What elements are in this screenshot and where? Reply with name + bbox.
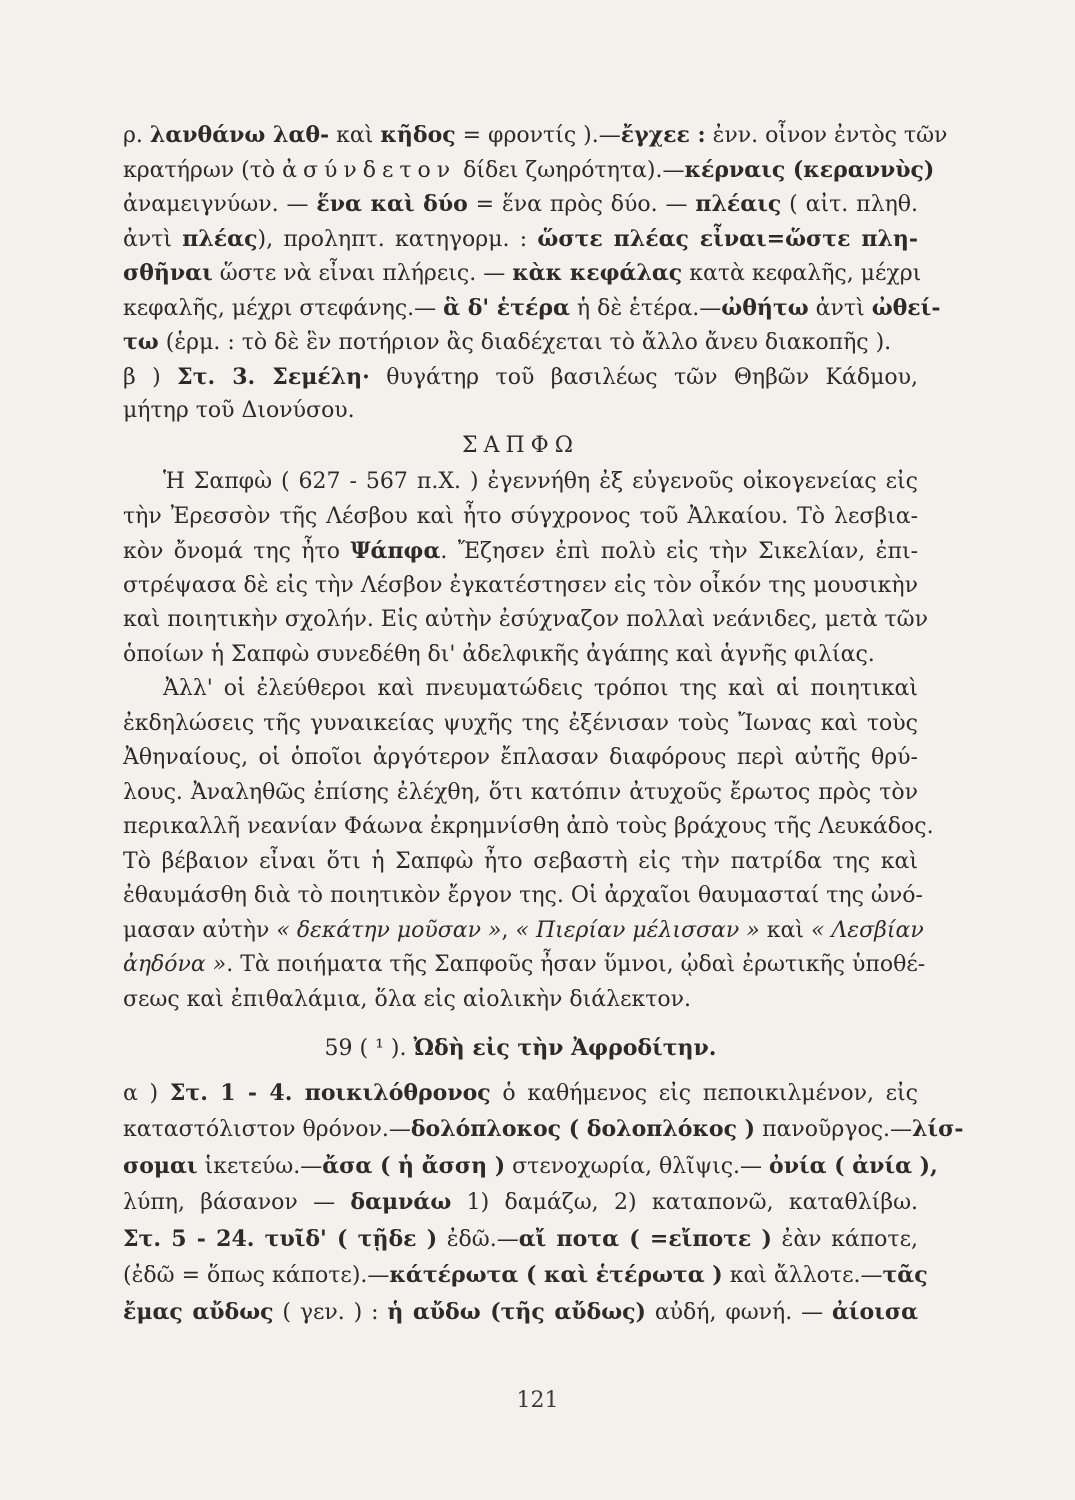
body-line [123, 983, 918, 1017]
text-run: , [501, 917, 516, 943]
bold-term: κάτέρωτα ( καὶ ἑτέρωτα ) [389, 1262, 723, 1288]
text-run: δίδει ζωηρότητα).— [456, 157, 685, 183]
text-run: β ) [123, 364, 178, 390]
text-run: καὶ ποιητικὴν σχολήν. Εἰς αὐτὴν ἐσύχναζον πολλαὶ νεάνιδες, μετὰ τῶν [123, 607, 928, 632]
text-run: ἐὰν κάποτε, [771, 1226, 918, 1252]
body-line [123, 845, 918, 879]
note-line [123, 291, 941, 325]
section-heading: ΣΑΠΦΩ [462, 432, 579, 458]
bold-term: κῆδος [380, 122, 456, 148]
bold-term: σθῆναι [123, 260, 213, 286]
text-run: (ἑρμ. : τὸ δὲ ἓν ποτήριον ἂς διαδέχεται τὸ ἄλλο ἄνευ διακοπῆς ). [158, 330, 892, 355]
bold-term: ἔμας αὔδως [123, 1298, 274, 1325]
text-run: = φροντίς ).— [455, 123, 621, 148]
italic-quote: « Πιερίαν μέλισσαν » [515, 917, 760, 943]
bold-term: ἡ αὔδω (τῆς αὔδως) [387, 1298, 646, 1325]
bold-term: Στ. 3. Σεμέλη· [177, 363, 370, 390]
note-line [123, 1185, 918, 1219]
bold-term: κὰκ κεφάλας [512, 260, 683, 286]
text-run: κρατήρων (τὸ [123, 157, 283, 183]
body-line [123, 500, 918, 534]
text-run: ὁποίων ἡ Σαπφὼ συνεδέθη δι' ἀδελφικῆς ἀγάπης καὶ ἁγνῆς φιλίας. [123, 641, 875, 667]
bold-term: ἔγχεε : [620, 122, 706, 148]
ode-title [123, 1031, 918, 1065]
body-line [123, 776, 918, 810]
text-run: . Ἔζησεν ἐπὶ πολὺ εἰς τὴν Σικελίαν, ἐπι- [440, 539, 918, 564]
italic-quote: ἀηδόνα » [123, 952, 227, 977]
body-line [123, 741, 918, 775]
note-line [123, 1149, 938, 1183]
bold-term: πλέαις [695, 191, 782, 217]
body-line [123, 707, 918, 741]
bold-term: ὥστε πλέας εἶναι=ὥστε πλη- [537, 225, 919, 252]
bold-term: ἕνα καὶ δύο [316, 191, 468, 217]
text-run: Ἀλλ' οἱ ἐλεύθεροι καὶ πνευματώδεις τρόποι της καὶ αἱ ποιητικαὶ [163, 676, 918, 701]
bold-term: Ὠδὴ εἰς τὴν Ἀφροδίτην. [413, 1035, 717, 1061]
page-number: 121 [516, 1388, 559, 1413]
note-line [123, 1258, 928, 1292]
note-line [123, 153, 935, 187]
text-run: μασαν αὐτὴν [123, 917, 277, 943]
body-line [123, 638, 918, 672]
text-run: ἱκετεύω.— [197, 1153, 323, 1179]
text-run: στρέψασα δὲ εἰς τὴν Λέσβον ἐγκατέστησεν εἰς τὸν οἶκόν της μουσικὴν [123, 572, 918, 598]
body-line [163, 465, 918, 499]
bold-term: ὠθεί- [871, 294, 941, 321]
text-run: λους. Ἀναληθῶς ἐπίσης ἐλέχθη, ὅτι κατόπιν ἀτυχοῦς ἔρωτος πρὸς τὸν [123, 779, 918, 805]
spaced-term: ἀσύνδετον [282, 157, 457, 183]
note-line [123, 1295, 918, 1329]
body-line [123, 603, 928, 637]
text-run: ὁ καθήμενος εἰς πεποικιλμένον, εἰς [490, 1080, 918, 1106]
bold-term: Στ. 1 - 4. ποικιλόθρονος [169, 1079, 491, 1106]
text-run: ἐκδηλώσεις τῆς γυναικείας ψυχῆς της ἐξένισαν τοὺς Ἴωνας καὶ τοὺς [123, 710, 918, 736]
text-run: ρ. [123, 123, 150, 148]
note-line [123, 222, 918, 256]
note-line [123, 1222, 918, 1256]
text-run: ἀντὶ [808, 295, 872, 321]
text-run: 1) δαμάζω, 2) καταπονῶ, καταθλίβω. [451, 1190, 919, 1215]
bold-term: τᾶς [882, 1262, 928, 1288]
text-run: ἀναμειγνύων. — [123, 192, 317, 217]
text-run: α ) [123, 1080, 170, 1106]
bold-term: ἀίοισα [831, 1298, 919, 1325]
italic-quote: « δεκάτην μοῦσαν » [276, 917, 502, 943]
text-run: ( γεν. ) : [273, 1299, 388, 1325]
bold-term: δαμνάω [350, 1189, 452, 1215]
text-run: Ἀθηναίους, οἱ ὁποῖοι ἀργότερον ἔπλασαν διαφόρους περὶ αὐτῆς θρύ- [123, 745, 918, 770]
text-run: ἀντὶ [123, 226, 183, 252]
text-run: Τὸ βέβαιον εἶναι ὅτι ἡ Σαπφὼ ἦτο σεβαστὴ εἰς τὴν πατρίδα της καὶ [123, 848, 918, 874]
text-run: = ἕνα πρὸς δύο. — [467, 192, 696, 217]
note-line [123, 325, 918, 359]
text-run: κὸν ὄνομά της ἦτο [123, 539, 351, 564]
body-line [123, 879, 923, 913]
italic-quote: « Λεσβίαν [810, 917, 924, 943]
bold-term: λανθάνω λαθ- [149, 122, 330, 148]
text-run: ὥστε νὰ εἶναι πλήρεις. — [212, 261, 513, 286]
text-run: πανοῦργος.— [755, 1117, 913, 1142]
text-run: ἐθαυμάσθη διὰ τὸ ποιητικὸν ἔργον της. Οἱ ἀρχαῖοι θαυμασταί της ὠνό- [123, 883, 923, 908]
text-run: περικαλλῆ νεανίαν Φάωνα ἐκρημνίσθη ἀπὸ τοὺς βράχους τῆς Λευκάδος. [123, 814, 934, 839]
text-run: ἐνν. οἶνον ἐντὸς τῶν [705, 123, 948, 148]
bold-term: Ψάπφα [350, 538, 441, 564]
body-line [123, 914, 924, 948]
bold-term: πλέας [182, 225, 258, 252]
body-line [123, 948, 926, 982]
text-run: τὴν Ἐρεσσὸν τῆς Λέσβου καὶ ἦτο σύγχρονος τοῦ Ἀλκαίου. Τὸ λεσβια- [123, 503, 918, 529]
text-run: . Τὰ ποιήματα τῆς Σαπφοῦς ἦσαν ὕμνοι, ᾠδαὶ ἐρωτικῆς ὑποθέ- [226, 952, 926, 977]
text-run: ἐδῶ.— [437, 1226, 519, 1252]
bold-term: ἄσα ( ἡ ἄσση ) [322, 1152, 506, 1179]
text-run: θυγάτηρ τοῦ βασιλέως τῶν Θηβῶν Κάδμου, [369, 364, 918, 390]
note-line [123, 187, 918, 221]
note-line [123, 1112, 964, 1146]
body-line [123, 534, 918, 568]
text-run: αὐδή, φωνή. — [645, 1299, 832, 1325]
body-line [123, 569, 918, 603]
bold-term: ἃ δ' ἑτέρα [443, 294, 570, 321]
note-line [123, 394, 918, 428]
text-run: μήτηρ τοῦ Διονύσου. [123, 398, 355, 423]
bold-term: ὀνία ( ἀνία ), [769, 1152, 938, 1179]
text-run: καὶ [759, 917, 811, 943]
text-run: ), προληπτ. κατηγορμ. : [257, 226, 538, 252]
text-run: καὶ ἄλλοτε.— [722, 1263, 883, 1288]
text-run: καὶ [329, 123, 381, 148]
bold-term: κέρναις (κεραννὺς) [684, 156, 935, 183]
note-line [123, 1076, 918, 1110]
bold-term: τω [123, 329, 159, 355]
text-run: κεφαλῆς, μέχρι στεφάνης.— [123, 295, 444, 321]
text-run: Ἡ Σαπφὼ ( 627 - 567 π.Χ. ) ἐγεννήθη ἐξ εὐγενοῦς οἰκογενείας εἰς [163, 469, 918, 494]
text-run: (ἐδῶ = ὅπως κάποτε).— [123, 1263, 390, 1288]
note-line [123, 360, 918, 394]
body-line [163, 672, 918, 706]
text-run: ἡ δὲ ἑτέρα.— [569, 295, 722, 321]
text-run: σεως καὶ ἐπιθαλάμια, ὅλα εἰς αἰολικὴν διάλεκτον. [123, 986, 692, 1012]
text-run: στενοχωρία, θλῖψις.— [505, 1153, 770, 1179]
text-run: λύπη, βάσανον — [123, 1190, 351, 1215]
text-run: ( αἰτ. πληθ. [781, 192, 918, 217]
bold-term: σομαι [123, 1152, 198, 1179]
bold-term: αἴ ποτα ( =εἴποτε ) [518, 1225, 772, 1252]
text-run: 59 ( ¹ ). [324, 1036, 414, 1061]
bold-term: Στ. 5 - 24. τυῖδ' ( τῇδε ) [123, 1225, 438, 1252]
bold-term: δολόπλοκος ( δολοπλόκος ) [410, 1116, 756, 1142]
bold-term: ὠθήτω [721, 294, 809, 321]
note-line [123, 118, 948, 152]
bold-term: λίσ- [912, 1116, 964, 1142]
text-run: κατὰ κεφαλῆς, μέχρι [682, 261, 922, 286]
body-line [123, 810, 934, 844]
note-line [123, 256, 922, 290]
text-run: καταστόλιστον θρόνον.— [123, 1117, 411, 1142]
